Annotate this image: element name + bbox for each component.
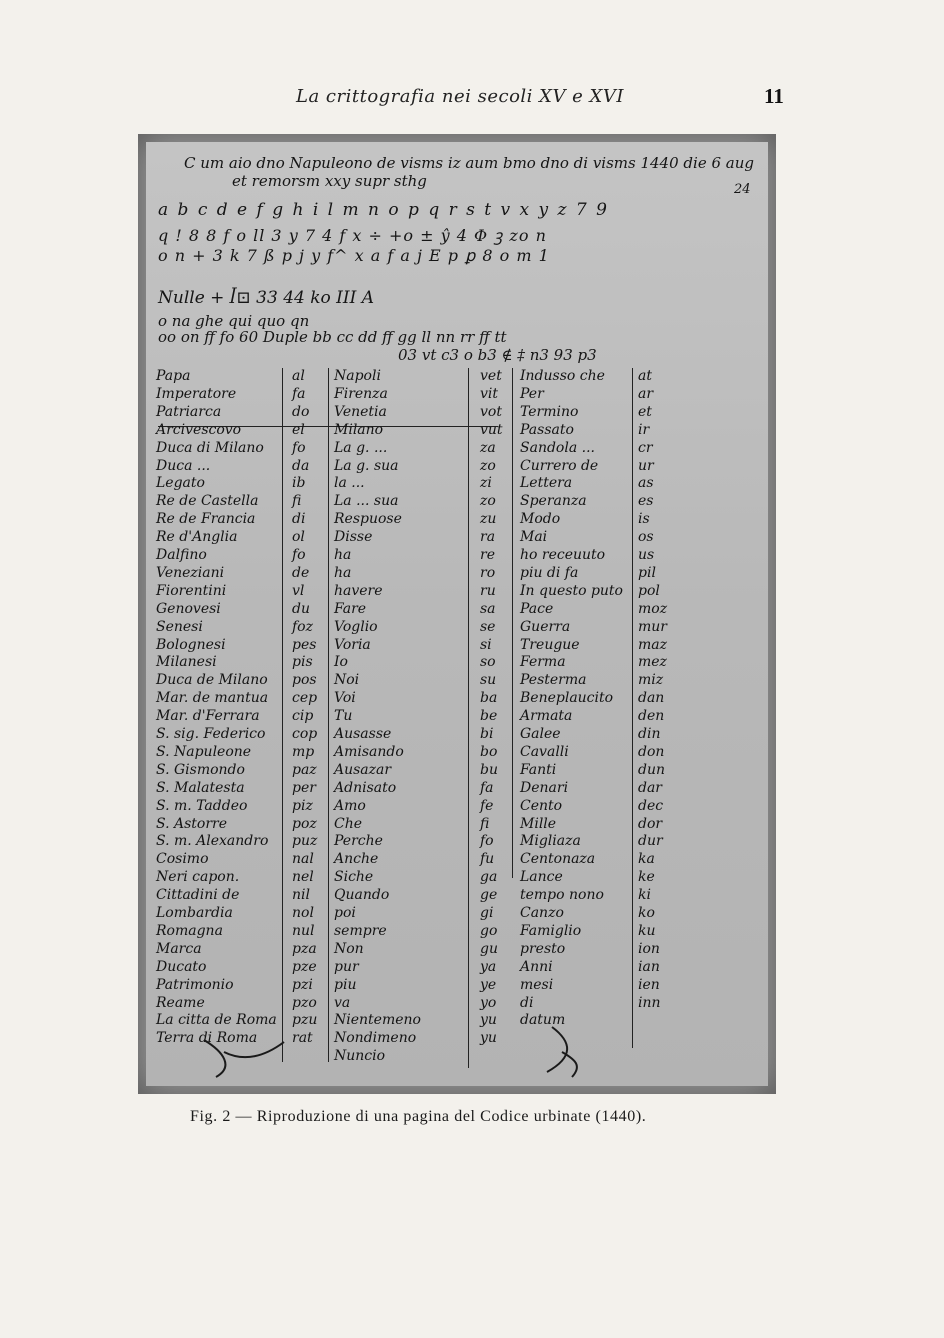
col1-entry: Patrimonio xyxy=(156,976,234,993)
col6-code: dur xyxy=(638,833,663,850)
col1-entry: Imperatore xyxy=(156,385,237,402)
col4-code: zo xyxy=(480,493,496,510)
col5-entry: Currero de xyxy=(520,457,599,474)
col2-code: du xyxy=(292,600,310,617)
col5-entry: piu di fa xyxy=(520,564,579,581)
col6-code: dec xyxy=(638,797,664,814)
col2-code: poz xyxy=(292,815,317,832)
col6-code: at xyxy=(638,368,652,384)
col4-code: vut xyxy=(480,421,503,438)
col2-code: pos xyxy=(292,672,317,689)
col6-code: us xyxy=(638,547,655,563)
col2-code: paz xyxy=(292,761,317,778)
col6-code: ka xyxy=(638,851,655,868)
col4-code: vit xyxy=(480,385,499,402)
col5-entry: Fanti xyxy=(520,761,557,778)
col6-code: dar xyxy=(638,779,663,796)
col2-code: pza xyxy=(292,940,317,957)
col4-code: bu xyxy=(480,761,498,778)
col3-entry: Ausazar xyxy=(334,761,392,778)
col3-entry: Napoli xyxy=(334,368,381,384)
manuscript-plate xyxy=(138,134,776,1094)
col3-entry: La g. ... xyxy=(334,439,388,456)
col5-entry: Migliaza xyxy=(520,833,581,850)
col4-code: zu xyxy=(480,511,497,528)
col3-entry: Ausasse xyxy=(334,726,392,742)
col1-entry: S. Astorre xyxy=(156,815,228,832)
col2-code: mp xyxy=(292,743,315,760)
col2-code: pze xyxy=(292,958,317,975)
col1-entry: Milanesi xyxy=(156,654,217,671)
col1-entry: S. Malatesta xyxy=(156,779,245,796)
col1-entry: Duca di Milano xyxy=(156,439,264,456)
col2-code: de xyxy=(292,564,310,581)
col3-entry: Voglio xyxy=(334,618,378,635)
col3-entry: Amisando xyxy=(334,743,404,760)
col2-code: al xyxy=(292,368,305,384)
col4-code: ge xyxy=(480,887,498,904)
col5-entry: di xyxy=(520,994,534,1011)
col1-entry: Cosimo xyxy=(156,851,209,868)
col6-code: ko xyxy=(638,905,655,921)
col2-code: di xyxy=(292,511,306,528)
col2-code: foz xyxy=(292,618,313,635)
col4-code: ru xyxy=(480,582,496,599)
col5-entry: Pesterma xyxy=(520,672,587,689)
col4-code: yo xyxy=(480,994,497,1011)
col2-code: fi xyxy=(292,493,302,510)
col4-code: zo xyxy=(480,457,496,474)
figure-caption xyxy=(0,1108,944,1130)
col3-entry: piu xyxy=(334,976,357,993)
col2-code: pzo xyxy=(292,994,317,1011)
col3-entry: La ... sua xyxy=(334,493,399,510)
col4-code: bi xyxy=(480,726,494,742)
col3-entry: Siche xyxy=(334,869,374,886)
col4-code: fu xyxy=(480,851,495,868)
col5-entry: Speranza xyxy=(520,493,587,510)
running-head xyxy=(0,86,944,116)
col4-code: ba xyxy=(480,690,498,707)
col1-entry: S. sig. Federico xyxy=(156,726,266,742)
col6-code: din xyxy=(638,726,661,742)
col5-entry: Galee xyxy=(520,726,561,742)
col3-entry: La g. sua xyxy=(334,457,399,474)
column-rule-3 xyxy=(468,368,469,1068)
col2-code: pzi xyxy=(292,976,313,993)
col3-entry: Disse xyxy=(334,529,373,546)
col3-entry: Nuncio xyxy=(334,1048,386,1065)
col5-entry: Cento xyxy=(520,797,563,814)
duple-codes-line: 03 vt c3 o b3 ∉ ‡ n3 93 p3 xyxy=(398,346,597,364)
column-rule-4 xyxy=(512,368,513,878)
col6-code: ien xyxy=(638,976,660,993)
col5-entry: Passato xyxy=(520,421,574,438)
col4-code: ra xyxy=(480,529,496,546)
col4-code: ro xyxy=(480,564,496,581)
col5-entry: Modo xyxy=(520,511,561,528)
cipher-symbols-row-2: o n + 3 k 7 ß p j y f^ x a f a j E p ꝑ 8 o m 1 xyxy=(158,246,550,265)
col3-entry: Adnisato xyxy=(334,779,397,796)
col4-code: vet xyxy=(480,368,502,384)
col5-entry: Sandola ... xyxy=(520,439,595,456)
col2-code: cip xyxy=(292,708,314,725)
col1-entry: Patriarca xyxy=(156,403,222,420)
col6-code: miz xyxy=(638,672,664,689)
col2-code: rat xyxy=(292,1030,313,1047)
col1-entry: Terra di Roma xyxy=(156,1030,258,1047)
column-rule-5 xyxy=(632,368,633,1048)
col1-entry: Romagna xyxy=(156,922,223,939)
col3-entry: Amo xyxy=(334,797,366,814)
col6-code: is xyxy=(638,511,650,528)
col1-entry: Fiorentini xyxy=(156,582,227,599)
col1-entry: Mar. d'Ferrara xyxy=(156,708,260,725)
col1-entry: Re d'Anglia xyxy=(156,529,238,546)
col1-entry: Senesi xyxy=(156,618,203,635)
col2-code: per xyxy=(292,779,316,796)
col5-entry: In questo puto xyxy=(520,582,623,599)
col2-code: pis xyxy=(292,654,313,671)
col6-code: pol xyxy=(638,582,660,599)
col1-entry: Ducato xyxy=(156,958,207,975)
col1-entry: Mar. de mantua xyxy=(156,690,269,707)
col1-entry: S. Napuleone xyxy=(156,743,252,760)
col5-entry: ho receuuto xyxy=(520,547,606,563)
col1-entry: S. Gismondo xyxy=(156,761,245,778)
manuscript-header-line-1: C um aio dno Napuleono de visms iz aum bmo dno di visms 1440 die 6 aug xyxy=(184,154,754,172)
col3-entry: va xyxy=(334,994,351,1011)
col3-entry: Firenza xyxy=(334,385,388,402)
col2-code: nel xyxy=(292,869,314,886)
col2-code: nol xyxy=(292,905,314,921)
col6-code: ar xyxy=(638,385,654,402)
col1-entry: Genovesi xyxy=(156,600,221,617)
col5-entry: Mai xyxy=(520,529,548,546)
manuscript-page xyxy=(146,142,768,1086)
col6-code: ur xyxy=(638,457,654,474)
col1-entry: Legato xyxy=(156,475,205,492)
col3-entry: Nientemeno xyxy=(334,1012,421,1029)
col6-code: maz xyxy=(638,636,667,653)
col4-code: so xyxy=(480,654,496,671)
col6-code: dan xyxy=(638,690,665,707)
col2-code: fa xyxy=(292,385,306,402)
col3-entry: ha xyxy=(334,547,352,563)
col6-code: dun xyxy=(638,761,665,778)
col6-code: ki xyxy=(638,887,651,904)
col6-code: as xyxy=(638,475,654,492)
col2-code: fo xyxy=(292,439,306,456)
col5-entry: Treugue xyxy=(520,636,580,653)
col4-code: yu xyxy=(480,1012,497,1029)
col5-entry: Mille xyxy=(520,815,557,832)
flourish-right xyxy=(532,1022,592,1082)
col3-entry: Milano xyxy=(334,421,384,438)
col4-code: za xyxy=(480,439,496,456)
col3-entry: Fare xyxy=(334,600,367,617)
col3-entry: Nondimeno xyxy=(334,1030,417,1047)
cipher-symbols-row-1: q ! 8 8 f o ll 3 y 7 4 f x ÷ +o ± ŷ 4 Φ ꝫ zo n xyxy=(158,226,547,245)
col6-code: mur xyxy=(638,618,667,635)
col5-entry: Termino xyxy=(520,403,579,420)
col1-entry: Cittadini de xyxy=(156,887,240,904)
col4-code: gu xyxy=(480,940,498,957)
col2-code: ol xyxy=(292,529,305,546)
column-rule-1 xyxy=(282,368,283,1062)
col1-entry: Duca ... xyxy=(156,457,211,474)
col2-code: nul xyxy=(292,922,315,939)
col5-entry: tempo nono xyxy=(520,887,604,904)
column-rule-2 xyxy=(328,368,329,1062)
col4-code: vot xyxy=(480,403,502,420)
col5-entry: Cavalli xyxy=(520,743,569,760)
col5-entry: datum xyxy=(520,1012,566,1029)
col4-code: sa xyxy=(480,600,496,617)
col3-entry: Venetia xyxy=(334,403,387,420)
col4-code: ga xyxy=(480,869,498,886)
col1-entry: Duca de Milano xyxy=(156,672,268,689)
col1-entry: Arcivescovo xyxy=(156,421,242,438)
col4-code: ya xyxy=(480,958,497,975)
col6-code: den xyxy=(638,708,665,725)
col6-code: et xyxy=(638,403,652,420)
col3-entry: poi xyxy=(334,905,356,921)
col3-entry: havere xyxy=(334,582,383,599)
caption-text: Fig. 2 — Riproduzione di una pagina del Codice urbinate (1440). xyxy=(190,1108,647,1125)
col1-entry: Marca xyxy=(156,940,202,957)
col5-entry: Lance xyxy=(520,869,563,886)
col6-code: os xyxy=(638,529,654,546)
col3-entry: Perche xyxy=(334,833,383,850)
col6-code: pil xyxy=(638,564,656,581)
col5-entry: Famiglio xyxy=(520,922,582,939)
col2-code: puz xyxy=(292,833,318,850)
col3-entry: Quando xyxy=(334,887,390,904)
col3-entry: Che xyxy=(334,815,363,832)
col2-code: pzu xyxy=(292,1012,318,1029)
cipher-alphabet-row: a b c d e f g h i l m n o p q r s t v x y z 7 9 xyxy=(158,200,609,220)
col1-entry: Dalfino xyxy=(156,547,207,563)
col3-entry: la ... xyxy=(334,475,365,492)
col1-entry: Reame xyxy=(156,994,205,1011)
col2-code: cop xyxy=(292,726,318,742)
col3-entry: Voi xyxy=(334,690,356,707)
col5-entry: Pace xyxy=(520,600,554,617)
col6-code: ian xyxy=(638,958,660,975)
col5-entry: Centonaza xyxy=(520,851,596,868)
col4-code: yu xyxy=(480,1030,497,1047)
col5-entry: mesi xyxy=(520,976,554,993)
col2-code: piz xyxy=(292,797,313,814)
col3-entry: sempre xyxy=(334,922,387,939)
col6-code: inn xyxy=(638,994,661,1011)
col2-code: da xyxy=(292,457,310,474)
col5-entry: Guerra xyxy=(520,618,571,635)
col4-code: be xyxy=(480,708,498,725)
col6-code: cr xyxy=(638,439,653,456)
col4-code: gi xyxy=(480,905,494,921)
col2-code: do xyxy=(292,403,310,420)
col5-entry: Anni xyxy=(520,958,553,975)
col4-code: re xyxy=(480,547,495,563)
col1-entry: Re de Castella xyxy=(156,493,259,510)
col5-entry: Beneplaucito xyxy=(520,690,614,707)
col4-code: su xyxy=(480,672,497,689)
col6-code: moz xyxy=(638,600,668,617)
nulle-line: Nulle + ꟾ⊡ 33 44 ko III A xyxy=(158,288,375,308)
col3-entry: Anche xyxy=(334,851,379,868)
col5-entry: Per xyxy=(520,385,544,402)
col1-entry: Re de Francia xyxy=(156,511,256,528)
nulle-sub-line: o na ghe qui quo qn xyxy=(158,312,310,330)
margin-number: 24 xyxy=(734,182,751,197)
col5-entry: Ferma xyxy=(520,654,566,671)
col5-entry: Canzo xyxy=(520,905,564,921)
col4-code: si xyxy=(480,636,492,653)
col3-entry: Noi xyxy=(334,672,360,689)
col6-code: ion xyxy=(638,940,660,957)
col1-entry: Papa xyxy=(156,368,191,384)
col6-code: ir xyxy=(638,421,650,438)
col4-code: fe xyxy=(480,797,494,814)
col2-code: nil xyxy=(292,887,310,904)
col3-entry: Voria xyxy=(334,636,371,653)
col5-entry: Denari xyxy=(520,779,569,796)
col1-entry: Lombardia xyxy=(156,905,233,921)
col3-entry: pur xyxy=(334,958,359,975)
col1-entry: La citta de Roma xyxy=(156,1012,277,1029)
col4-code: zi xyxy=(480,475,492,492)
col2-code: nal xyxy=(292,851,314,868)
col4-code: go xyxy=(480,922,498,939)
col4-code: fi xyxy=(480,815,490,832)
col4-code: fo xyxy=(480,833,494,850)
col4-code: fa xyxy=(480,779,494,796)
col6-code: ku xyxy=(638,922,656,939)
col6-code: dor xyxy=(638,815,663,832)
running-title: La crittografia nei secoli XV e XVI xyxy=(296,86,624,107)
col2-code: el xyxy=(292,421,305,438)
col5-entry: Indusso che xyxy=(520,368,605,384)
col2-code: cep xyxy=(292,690,318,707)
col3-entry: Respuose xyxy=(334,511,402,528)
manuscript-header-line-2: et remorsm xxy supr sthg xyxy=(232,172,427,190)
col1-entry: Veneziani xyxy=(156,564,225,581)
col4-code: ye xyxy=(480,976,497,993)
col2-code: ib xyxy=(292,475,306,492)
col1-entry: S. m. Alexandro xyxy=(156,833,269,850)
col1-entry: S. m. Taddeo xyxy=(156,797,248,814)
col3-entry: ha xyxy=(334,564,352,581)
col6-code: ke xyxy=(638,869,655,886)
col1-entry: Bolognesi xyxy=(156,636,226,653)
col1-entry: Neri capon. xyxy=(156,869,240,886)
col6-code: don xyxy=(638,743,665,760)
col5-entry: presto xyxy=(520,940,566,957)
duple-line: oo on ff fo 60 Duple bb cc dd ff gg ll nn rr ff tt xyxy=(158,328,507,346)
col5-entry: Lettera xyxy=(520,475,573,492)
col3-entry: Tu xyxy=(334,708,353,725)
flourish-left xyxy=(194,1032,294,1082)
col2-code: pes xyxy=(292,636,317,653)
col2-code: vl xyxy=(292,582,305,599)
col3-entry: Io xyxy=(334,654,348,671)
col5-entry: Armata xyxy=(520,708,573,725)
col4-code: bo xyxy=(480,743,498,760)
col2-code: fo xyxy=(292,547,306,563)
col6-code: es xyxy=(638,493,654,510)
page-number: 11 xyxy=(764,84,784,108)
col3-entry: Non xyxy=(334,940,364,957)
col6-code: mez xyxy=(638,654,667,671)
col4-code: se xyxy=(480,618,496,635)
